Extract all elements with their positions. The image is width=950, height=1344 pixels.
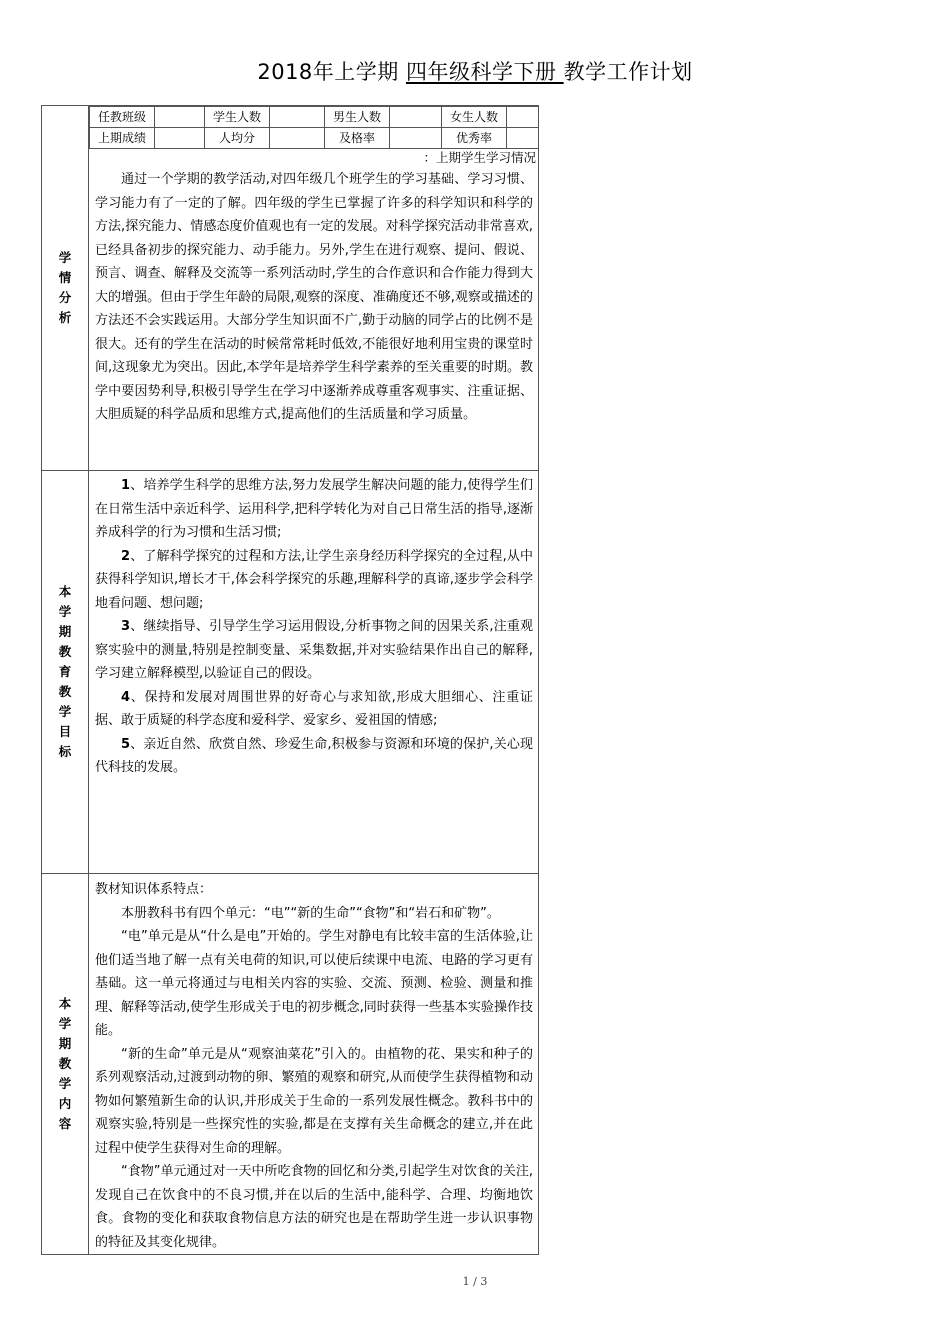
stats-label: 人均分	[205, 128, 270, 149]
stats-label: 上期成绩	[90, 128, 155, 149]
stats-value[interactable]	[390, 107, 442, 128]
side-char: 育	[58, 664, 72, 679]
side-char: 教	[58, 1056, 72, 1071]
stats-value[interactable]	[390, 128, 442, 149]
goal-text: 、保持和发展对周围世界的好奇心与求知欲,形成大胆细心、注重证据、敢于质疑的科学态度和爱科学、爱家乡、爱祖国的情感;	[95, 689, 533, 728]
goal-number: 4	[121, 689, 131, 705]
stats-label: 女生人数	[442, 107, 507, 128]
teaching-content-cell	[89, 874, 539, 1255]
paragraph: “新的生命”单元是从“观察油菜花”引入的。由植物的花、果实和种子的系列观察活动,过渡到动物的卵、繁殖的观察和研究,从而使学生获得植物和动物如何繁殖新生命的认识,并形成关于生命的一系列发展性概念。教科书中的观察实验,特别是一些探究性的实验,都是在支撑有关生命概念的建立,并在此过程中使学生获得对生命的理解。	[95, 1046, 533, 1156]
goal-item	[95, 686, 533, 733]
side-char: 教	[58, 644, 72, 659]
side-char: 学	[58, 250, 72, 265]
side-char: 标	[58, 744, 72, 759]
goal-item	[95, 474, 533, 545]
title-plan: 教学工作计划	[563, 60, 693, 84]
side-char: 学	[58, 1076, 72, 1091]
side-char: 本	[58, 996, 72, 1011]
stats-value[interactable]	[507, 107, 539, 128]
side-char: 析	[58, 310, 72, 325]
stats-label: 男生人数	[325, 107, 390, 128]
goal-number: 5	[121, 736, 131, 752]
side-char: 教	[58, 684, 72, 699]
side-label-teaching-content	[42, 874, 89, 1255]
student-analysis-cell	[89, 106, 539, 471]
title-grade: 四年级科学下册	[405, 60, 564, 84]
stats-value[interactable]	[507, 128, 539, 149]
stats-label: 学生人数	[205, 107, 270, 128]
page-number: 1 / 3	[462, 1275, 488, 1288]
paragraph: 通过一个学期的教学活动,对四年级几个班学生的学习基础、学习习惯、学习能力有了一定的了解。四年级的学生已掌握了许多的科学知识和科学的方法,探究能力、情感态度价值观也有一定的发展。对科学探究活动非常喜欢,已经具备初步的探究能力、动手能力。另外,学生在进行观察、提问、假说、预言、调查、解释及交流等一系列活动时,学生的合作意识和合作能力得到大大的增强。但由于学生年龄的局限,观察的深度、准确度还不够,观察或描述的方法还不会实践运用。大部分学生知识面不广,勤于动脑的同学占的比例不是很大。还有的学生在活动的时候常常耗时低效,不能很好地利用宝贵的课堂时间,这现象尤为突出。因此,本学年是培养学生科学素养的至关重要的时期。教学中要因势利导,积极引导学生在学习中逐渐养成尊重客观事实、注重证据、大胆质疑的科学品质和思维方式,提高他们的生活质量和学习质量。	[95, 172, 533, 422]
stats-label: 优秀率	[442, 128, 507, 149]
side-char: 期	[58, 624, 72, 639]
goal-item	[95, 615, 533, 686]
student-analysis-text	[89, 167, 538, 427]
goal-number: 2	[121, 548, 131, 564]
paragraph: “食物”单元通过对一天中所吃食物的回忆和分类,引起学生对饮食的关注,发现自己在饮食中的不良习惯,并在以后的生活中,能科学、合理、均衡地饮食。食物的变化和获取食物信息方法的研究也是在帮助学生进一步认识事物的特征及其变化规律。	[95, 1164, 533, 1250]
paragraph: 本册教科书有四个单元：“电”“新的生命”“食物”和“岩石和矿物”。	[121, 905, 500, 921]
page-title	[0, 56, 950, 86]
side-char: 学	[58, 604, 72, 619]
teaching-goals-row	[42, 471, 539, 874]
stats-row	[90, 107, 539, 128]
side-char: 目	[58, 724, 72, 739]
stats-value[interactable]	[270, 128, 325, 149]
paragraph: “电”单元是从“什么是电”开始的。学生对静电有比较丰富的生活体验,让他们适当地了解一点有关电荷的知识,可以使后续课中电流、电路的学习更有基础。这一单元将通过与电相关内容的实验、交流、预测、检验、测量和推理、解释等活动,使学生形成关于电的初步概念,同时获得一些基本实验操作技能。	[95, 929, 533, 1038]
plan-table	[41, 105, 539, 1255]
side-char: 容	[58, 1116, 72, 1131]
student-analysis-row	[42, 106, 539, 471]
side-char: 内	[58, 1096, 72, 1111]
goal-item	[95, 545, 533, 616]
stats-value[interactable]	[270, 107, 325, 128]
teaching-content-row	[42, 874, 539, 1255]
teaching-goals-cell	[89, 471, 539, 874]
section-subtitle: ：上期学生学习情况	[423, 150, 536, 165]
stats-label: 任教班级	[90, 107, 155, 128]
goal-number: 1	[121, 478, 131, 493]
content-heading: 教材知识体系特点：	[95, 882, 213, 897]
side-char: 期	[58, 1036, 72, 1051]
side-char: 本	[58, 584, 72, 599]
stats-value[interactable]	[155, 128, 205, 149]
side-char: 学	[58, 1016, 72, 1031]
side-char: 情	[58, 270, 72, 285]
teaching-content-text	[89, 874, 538, 1254]
stats-value[interactable]	[155, 107, 205, 128]
side-char: 分	[58, 290, 72, 305]
teaching-goals-text	[89, 471, 538, 780]
stats-table	[89, 106, 538, 149]
title-year: 2018年上学期	[257, 60, 406, 84]
goal-text: 、了解科学探究的过程和方法,让学生亲身经历科学探究的全过程,从中获得科学知识,增长才干,体会科学探究的乐趣,理解科学的真谛,逐步学会科学地看问题、想问题;	[95, 548, 533, 611]
goal-number: 3	[121, 619, 131, 634]
goal-item	[95, 733, 533, 780]
goal-text: 、培养学生科学的思维方法,努力发展学生解决问题的能力,使得学生们在日常生活中亲近科学、运用科学,把科学转化为对自己日常生活的指导,逐渐养成科学的行为习惯和生活习惯;	[95, 478, 533, 540]
stats-row	[90, 128, 539, 149]
side-label-student-analysis	[42, 106, 89, 471]
stats-label: 及格率	[325, 128, 390, 149]
side-label-teaching-goals	[42, 471, 89, 874]
goal-text: 、亲近自然、欣赏自然、珍爱生命,积极参与资源和环境的保护,关心现代科技的发展。	[95, 736, 533, 775]
side-char: 学	[58, 704, 72, 719]
goal-text: 、继续指导、引导学生学习运用假设,分析事物之间的因果关系,注重观察实验中的测量,特别是控制变量、采集数据,并对实验结果作出自己的解释,学习建立解释模型,以验证自己的假设。	[95, 619, 533, 681]
